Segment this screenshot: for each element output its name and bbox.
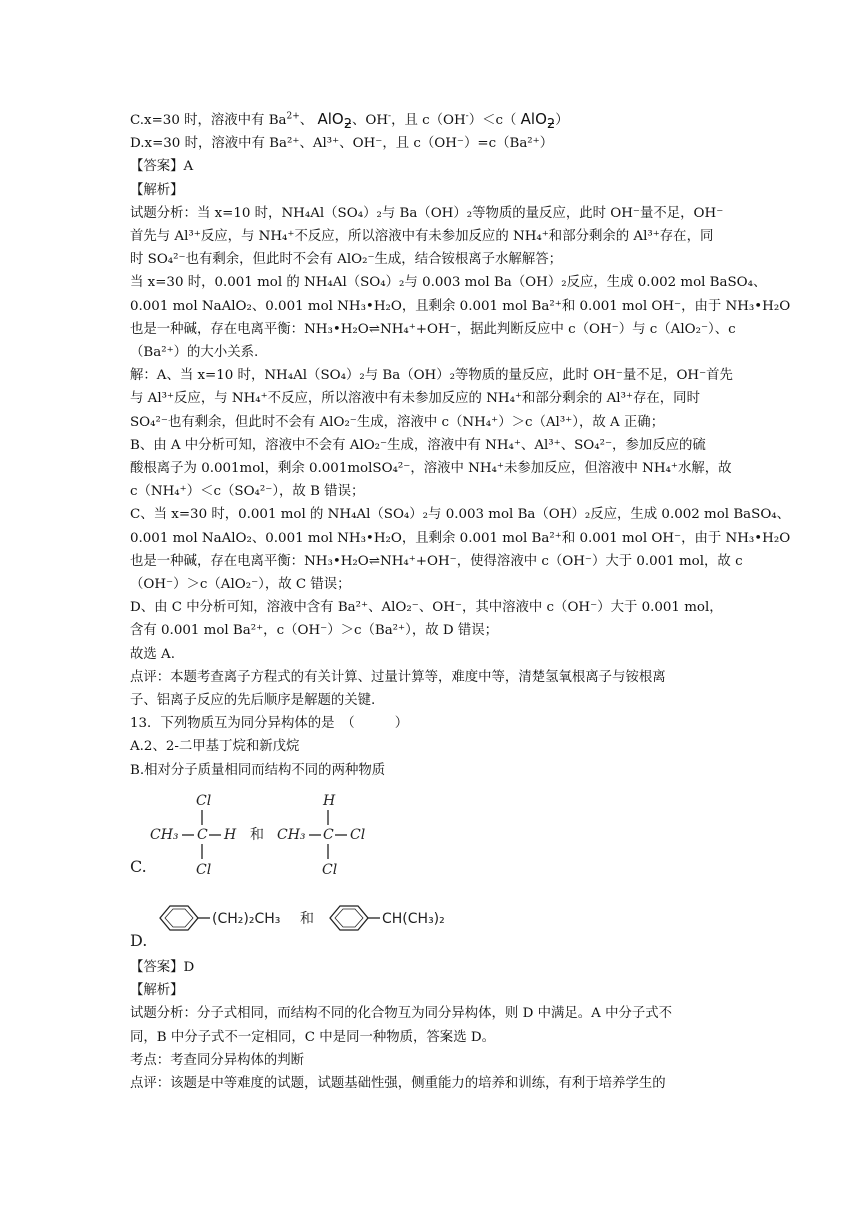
option-c-line: C.x=30 时，溶液中有 $Ba^{2+}$、 AlO$_2$、OH-，且 c（OH-）＜c（ AlO$_2$） [130, 110, 569, 132]
atom-cl: Cl [196, 862, 212, 878]
group-ch3: CH₃ [150, 827, 179, 843]
atom-h: H [323, 793, 336, 809]
benzene-ring-icon [160, 906, 198, 930]
text-line: 子、铝离子反应的先后顺序是解题的关键. [130, 693, 376, 709]
atom-c: C [197, 827, 208, 843]
text-line: 点评：本题考查离子方程式的有关计算、过量计算等，难度中等，清楚氢氧根离子与铵根离 [130, 669, 666, 685]
atom-cl: Cl [350, 827, 366, 843]
text-line: 时 SO₄²⁻也有剩余，但此时不会有 AlO₂⁻生成，结合铵根离子水解解答； [130, 252, 562, 268]
conjunction-and: 和 [300, 911, 314, 927]
text-line: 考点：考查同分异构体的判断 [130, 1052, 305, 1068]
text-line: 点评：该题是中等难度的试题，试题基础性强，侧重能力的培养和训练，有利于培养学生的 [130, 1076, 666, 1092]
atom-cl: Cl [196, 793, 212, 809]
option-d-label: D. [130, 931, 148, 950]
text-line: 0.001 mol NaAlO₂、0.001 mol NH₃•H₂O，且剩余 0.001 mol Ba²⁺和 0.001 mol OH⁻，由于 NH₃•H₂O [130, 298, 791, 314]
alo2-formula-image: AlO$_2$ [317, 110, 352, 132]
analysis-heading: 【解析】 [130, 182, 184, 198]
text-line: （Ba²⁺）的大小关系. [130, 345, 259, 361]
text-line: 也是一种碱，存在电离平衡：NH₃•H₂O⇌NH₄⁺+OH⁻，据此判断反应中 c（OH⁻）与 c（AlO₂⁻）、c [130, 321, 736, 337]
conjunction-and: 和 [250, 827, 264, 843]
analysis-heading: 【解析】 [130, 983, 184, 999]
document-tail [130, 956, 738, 1095]
text-line: B、由 A 中分析可知，溶液中不会有 AlO₂⁻生成，溶液中有 NH₄⁺、Al³⁺、SO₄²⁻，参加反应的硫 [130, 437, 706, 453]
option-d-structures [130, 898, 470, 950]
answer-heading: 【答案】D [130, 960, 195, 975]
alo2-formula-image: AlO$_2$ [520, 110, 556, 132]
text-line: 试题分析：分子式相同，而结构不同的化合物互为同分异构体，则 D 中满足。A 中分子式不 [130, 1006, 673, 1022]
text-line: 故选 A. [130, 646, 175, 662]
text-line: 0.001 mol NaAlO₂、0.001 mol NH₃•H₂O，且剩余 0.001 mol Ba²⁺和 0.001 mol OH⁻，由于 NH₃•H₂O [130, 530, 791, 546]
option-a: A.2、2-二甲基丁烷和新戊烷 [130, 739, 300, 755]
substituent-propyl: (CH₂)₂CH₃ [212, 911, 281, 927]
text-line: SO₄²⁻也有剩余，但此时不会有 AlO₂⁻生成，溶液中 c（NH₄⁺）＞c（Al³⁺），故 A 正确； [130, 414, 665, 430]
text-line: C、当 x=30 时，0.001 mol 的 NH₄Al（SO₄）₂与 0.003 mol Ba（OH）₂反应，生成 0.002 mol BaSO₄、 [130, 507, 791, 523]
text-line: D.x=30 时，溶液中有 Ba²⁺、Al³⁺、OH⁻，且 c（OH⁻）=c（Ba²⁺） [130, 136, 554, 152]
text-line: （OH⁻）＞c（AlO₂⁻），故 C 错误； [130, 577, 351, 593]
group-ch3: CH₃ [277, 827, 306, 843]
text-line: 也是一种碱，存在电离平衡：NH₃•H₂O⇌NH₄⁺+OH⁻，使得溶液中 c（OH⁻）大于 0.001 mol，故 c [130, 553, 743, 569]
text-line: 酸根离子为 0.001mol，剩余 0.001molSO₄²⁻，溶液中 NH₄⁺未参加反应，但溶液中 NH₄⁺水解，故 [130, 461, 732, 477]
option-c-structures [130, 790, 390, 886]
text-line: 解：A、当 x=10 时，NH₄Al（SO₄）₂与 Ba（OH）₂等物质的量反应，此时 OH⁻量不足，OH⁻首先 [130, 368, 733, 384]
answer-heading: 【答案】A [130, 159, 194, 175]
document-body [130, 108, 791, 782]
substituent-isopropyl: CH(CH₃)₂ [382, 911, 445, 927]
text-line: c（NH₄⁺）＜c（SO₄²⁻），故 B 错误； [130, 484, 365, 500]
text-line: D、由 C 中分析可知，溶液中含有 Ba²⁺、AlO₂⁻、OH⁻，其中溶液中 c（OH⁻）大于 0.001 mol， [130, 600, 723, 616]
text-line: 首先与 Al³⁺反应，与 NH₄⁺不反应，所以溶液中有未参加反应的 NH₄⁺和部分剩余的 Al³⁺存在，同 [130, 229, 714, 245]
text-line: 含有 0.001 mol Ba²⁺，c（OH⁻）＞c（Ba²⁺），故 D 错误； [130, 623, 499, 639]
text-line: 当 x=30 时，0.001 mol 的 NH₄Al（SO₄）₂与 0.003 mol Ba（OH）₂反应，生成 0.002 mol BaSO₄、 [130, 275, 767, 291]
question-13: 13．下列物质互为同分异构体的是 （ ） [130, 716, 409, 732]
text-line: 同，B 中分子式不一定相同，C 中是同一种物质，答案选 D。 [130, 1029, 495, 1045]
option-b: B.相对分子质量相同而结构不同的两种物质 [130, 762, 386, 778]
option-c-label: C. [130, 857, 147, 876]
atom-cl: Cl [322, 862, 338, 878]
atom-h: H [224, 827, 237, 843]
atom-c: C [323, 827, 334, 843]
text-line: 与 Al³⁺反应，与 NH₄⁺不反应，所以溶液中有未参加反应的 NH₄⁺和部分剩余的 Al³⁺存在，同时 [130, 391, 700, 407]
benzene-ring-icon [330, 906, 368, 930]
text-line: 试题分析：当 x=10 时，NH₄Al（SO₄）₂与 Ba（OH）₂等物质的量反应，此时 OH⁻量不足，OH⁻ [130, 205, 724, 221]
